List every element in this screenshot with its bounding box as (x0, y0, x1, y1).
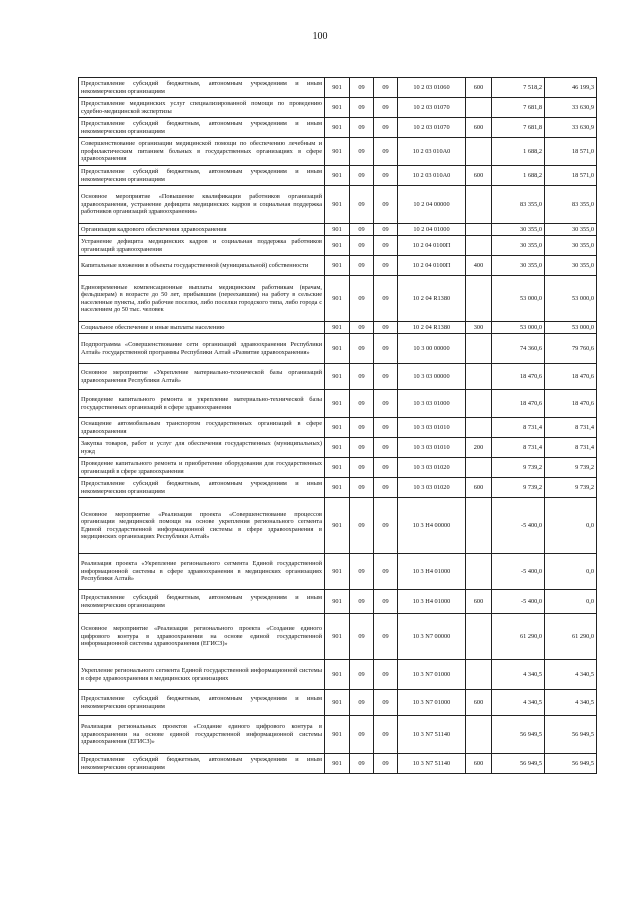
row-expense-type-cell: 600 (466, 166, 492, 186)
row-admin-code-cell: 901 (325, 236, 350, 256)
row-expense-type-cell: 600 (466, 118, 492, 138)
row-amount-2-cell: 18 470,6 (545, 364, 597, 390)
row-expense-type-cell (466, 716, 492, 754)
row-name-cell: Реализация региональных проектов «Создание единого цифрового контура в здравоохранении на основе единой государственной информационной системы здравоохранения (ЕГИСЗ)» (79, 716, 325, 754)
row-section-cell: 09 (350, 690, 374, 716)
row-admin-code-cell: 901 (325, 118, 350, 138)
row-amount-2-cell: 56 949,5 (545, 716, 597, 754)
table-row (79, 334, 597, 364)
table-row (79, 78, 597, 98)
row-section-cell: 09 (350, 138, 374, 166)
row-subsection-cell: 09 (374, 186, 398, 224)
row-name-cell: Предоставление субсидий бюджетным, автономным учреждениям и иным некоммерческим организациям (79, 78, 325, 98)
budget-table-body (79, 78, 597, 774)
row-subsection-cell: 09 (374, 236, 398, 256)
row-name-cell: Проведение капитального ремонта и укрепление материально-технической базы государственных организаций в сфере здравоохранения (79, 390, 325, 418)
row-expense-type-cell (466, 614, 492, 660)
row-target-article-cell: 10 2 03 010А0 (398, 166, 466, 186)
row-admin-code-cell: 901 (325, 256, 350, 276)
row-amount-2-cell: 53 000,0 (545, 276, 597, 322)
row-expense-type-cell (466, 276, 492, 322)
row-name-cell: Основное мероприятие «Реализация проекта «Совершенствование процессов организации медицинской помощи на основе укрепления регионального сегмента Единой государственной информационной системы в сфере здравоохранения в медицинских организациях Республики Алтай» (79, 498, 325, 554)
row-target-article-cell: 10 3 Н4 00000 (398, 498, 466, 554)
row-section-cell: 09 (350, 754, 374, 774)
row-amount-1-cell: 83 355,0 (492, 186, 545, 224)
row-amount-2-cell: 8 731,4 (545, 438, 597, 458)
row-expense-type-cell (466, 390, 492, 418)
row-name-cell: Реализация проекта «Укрепление регионального сегмента Единой государственной информационной системы в сфере здравоохранения в медицинских организациях Республики Алтай» (79, 554, 325, 590)
row-section-cell: 09 (350, 478, 374, 498)
row-expense-type-cell (466, 334, 492, 364)
row-subsection-cell: 09 (374, 754, 398, 774)
row-admin-code-cell: 901 (325, 390, 350, 418)
row-name-cell: Укрепление регионального сегмента Единой государственной информационной системы в сфере здравоохранения в медицинских организациях (79, 660, 325, 690)
row-subsection-cell: 09 (374, 276, 398, 322)
row-section-cell: 09 (350, 236, 374, 256)
row-target-article-cell: 10 2 04 0100П (398, 236, 466, 256)
row-section-cell: 09 (350, 660, 374, 690)
row-amount-1-cell: 1 688,2 (492, 166, 545, 186)
row-section-cell: 09 (350, 590, 374, 614)
row-subsection-cell: 09 (374, 716, 398, 754)
row-amount-2-cell: 46 199,3 (545, 78, 597, 98)
page-number: 100 (312, 31, 328, 42)
row-amount-2-cell: 79 760,6 (545, 334, 597, 364)
row-expense-type-cell (466, 364, 492, 390)
row-section-cell: 09 (350, 334, 374, 364)
row-section-cell: 09 (350, 716, 374, 754)
row-target-article-cell: 10 2 04 01000 (398, 224, 466, 236)
row-target-article-cell: 10 3 N7 01000 (398, 690, 466, 716)
row-expense-type-cell: 600 (466, 690, 492, 716)
row-name-cell: Подпрограмма «Совершенствование сети организаций здравоохранения Республики Алтай» государственной программы Республики Алтай «Развитие здравоохранения» (79, 334, 325, 364)
row-amount-1-cell: 9 739,2 (492, 478, 545, 498)
row-amount-1-cell: 30 355,0 (492, 256, 545, 276)
table-row (79, 276, 597, 322)
row-admin-code-cell: 901 (325, 754, 350, 774)
row-name-cell: Устранение дефицита медицинских кадров и социальная поддержка работников организаций здравоохранения (79, 236, 325, 256)
table-row (79, 364, 597, 390)
row-amount-2-cell: 61 290,0 (545, 614, 597, 660)
row-target-article-cell: 10 3 N7 51140 (398, 716, 466, 754)
row-name-cell: Предоставление медицинских услуг специализированной помощи по проведению судебно-медицинской экспертизы (79, 98, 325, 118)
table-row (79, 224, 597, 236)
table-row (79, 458, 597, 478)
row-expense-type-cell (466, 498, 492, 554)
row-expense-type-cell (466, 458, 492, 478)
row-admin-code-cell: 901 (325, 224, 350, 236)
row-amount-1-cell: -5 400,0 (492, 554, 545, 590)
row-section-cell: 09 (350, 78, 374, 98)
row-amount-2-cell: 18 470,6 (545, 390, 597, 418)
row-admin-code-cell: 901 (325, 322, 350, 334)
table-row (79, 660, 597, 690)
row-target-article-cell: 10 3 N7 51140 (398, 754, 466, 774)
table-row (79, 590, 597, 614)
row-amount-2-cell: 4 340,5 (545, 660, 597, 690)
table-row (79, 716, 597, 754)
row-amount-2-cell: 4 340,5 (545, 690, 597, 716)
row-name-cell: Предоставление субсидий бюджетным, автономным учреждениям и иным некоммерческим организациям (79, 118, 325, 138)
row-amount-2-cell: 18 571,0 (545, 166, 597, 186)
row-expense-type-cell (466, 224, 492, 236)
row-section-cell: 09 (350, 390, 374, 418)
row-admin-code-cell: 901 (325, 334, 350, 364)
row-subsection-cell: 09 (374, 590, 398, 614)
row-expense-type-cell (466, 418, 492, 438)
table-row (79, 390, 597, 418)
row-admin-code-cell: 901 (325, 690, 350, 716)
row-amount-2-cell: 30 355,0 (545, 224, 597, 236)
row-section-cell: 09 (350, 186, 374, 224)
row-target-article-cell: 10 3 Н4 01000 (398, 590, 466, 614)
row-admin-code-cell: 901 (325, 78, 350, 98)
row-subsection-cell: 09 (374, 614, 398, 660)
row-amount-2-cell: 0,0 (545, 554, 597, 590)
row-admin-code-cell: 901 (325, 438, 350, 458)
row-section-cell: 09 (350, 118, 374, 138)
table-row (79, 478, 597, 498)
row-target-article-cell: 10 3 03 01010 (398, 438, 466, 458)
row-name-cell: Основное мероприятие «Укрепление материально-технической базы организаций здравоохранения Республики Алтай» (79, 364, 325, 390)
row-expense-type-cell: 600 (466, 478, 492, 498)
row-section-cell: 09 (350, 554, 374, 590)
row-admin-code-cell: 901 (325, 186, 350, 224)
row-amount-2-cell: 30 355,0 (545, 256, 597, 276)
row-name-cell: Совершенствование организации медицинской помощи по обеспечению лечебным и профилактическим питанием больных в государственных организациях в сфере здравоохранения (79, 138, 325, 166)
table-row (79, 236, 597, 256)
row-amount-2-cell: 53 000,0 (545, 322, 597, 334)
row-section-cell: 09 (350, 498, 374, 554)
row-subsection-cell: 09 (374, 138, 398, 166)
row-subsection-cell: 09 (374, 98, 398, 118)
row-amount-2-cell: 33 630,9 (545, 98, 597, 118)
row-name-cell: Основное мероприятие «Реализация регионального проекта «Создание единого цифрового контура в здравоохранении на основе единой государственной информационной системы здравоохранения (ЕГИСЗ)» (79, 614, 325, 660)
row-name-cell: Предоставление субсидий бюджетным, автономным учреждениям и иным некоммерческим организациям (79, 166, 325, 186)
row-amount-2-cell: 8 731,4 (545, 418, 597, 438)
row-subsection-cell: 09 (374, 224, 398, 236)
row-subsection-cell: 09 (374, 478, 398, 498)
row-subsection-cell: 09 (374, 498, 398, 554)
row-amount-2-cell: 30 355,0 (545, 236, 597, 256)
row-name-cell: Закупка товаров, работ и услуг для обеспечения государственных (муниципальных) нужд (79, 438, 325, 458)
row-expense-type-cell: 400 (466, 256, 492, 276)
table-row (79, 690, 597, 716)
row-amount-2-cell: 0,0 (545, 498, 597, 554)
row-amount-1-cell: 18 470,6 (492, 364, 545, 390)
row-subsection-cell: 09 (374, 390, 398, 418)
row-target-article-cell: 10 3 00 00000 (398, 334, 466, 364)
row-name-cell: Социальное обеспечение и иные выплаты населению (79, 322, 325, 334)
row-amount-1-cell: 8 731,4 (492, 438, 545, 458)
table-row (79, 322, 597, 334)
table-row (79, 166, 597, 186)
row-section-cell: 09 (350, 614, 374, 660)
row-target-article-cell: 10 2 03 01070 (398, 118, 466, 138)
table-row (79, 614, 597, 660)
row-amount-1-cell: 7 518,2 (492, 78, 545, 98)
row-target-article-cell: 10 3 03 01020 (398, 478, 466, 498)
row-subsection-cell: 09 (374, 78, 398, 98)
row-amount-2-cell: 9 739,2 (545, 458, 597, 478)
row-admin-code-cell: 901 (325, 418, 350, 438)
row-name-cell: Оснащение автомобильным транспортом государственных организаций в сфере здравоохранения (79, 418, 325, 438)
row-target-article-cell: 10 2 04 00000 (398, 186, 466, 224)
table-row (79, 98, 597, 118)
row-amount-2-cell: 83 355,0 (545, 186, 597, 224)
row-expense-type-cell (466, 186, 492, 224)
row-section-cell: 09 (350, 364, 374, 390)
row-subsection-cell: 09 (374, 458, 398, 478)
row-section-cell: 09 (350, 98, 374, 118)
row-amount-1-cell: 8 731,4 (492, 418, 545, 438)
row-amount-1-cell: 53 000,0 (492, 322, 545, 334)
budget-table (78, 77, 597, 774)
row-amount-2-cell: 18 571,0 (545, 138, 597, 166)
row-target-article-cell: 10 3 03 00000 (398, 364, 466, 390)
row-amount-1-cell: 56 949,5 (492, 754, 545, 774)
row-subsection-cell: 09 (374, 322, 398, 334)
row-amount-2-cell: 56 949,5 (545, 754, 597, 774)
table-row (79, 256, 597, 276)
row-target-article-cell: 10 2 04 0100П (398, 256, 466, 276)
row-expense-type-cell: 600 (466, 78, 492, 98)
row-amount-1-cell: 56 949,5 (492, 716, 545, 754)
row-subsection-cell: 09 (374, 118, 398, 138)
row-name-cell: Предоставление субсидий бюджетным, автономным учреждениям и иным некоммерческим организациям (79, 590, 325, 614)
row-expense-type-cell (466, 554, 492, 590)
row-amount-1-cell: 7 681,8 (492, 118, 545, 138)
row-amount-1-cell: 18 470,6 (492, 390, 545, 418)
row-amount-1-cell: 61 290,0 (492, 614, 545, 660)
row-subsection-cell: 09 (374, 438, 398, 458)
row-amount-2-cell: 33 630,9 (545, 118, 597, 138)
row-subsection-cell: 09 (374, 166, 398, 186)
table-row (79, 554, 597, 590)
row-admin-code-cell: 901 (325, 166, 350, 186)
row-section-cell: 09 (350, 438, 374, 458)
row-amount-1-cell: -5 400,0 (492, 590, 545, 614)
row-section-cell: 09 (350, 276, 374, 322)
row-name-cell: Предоставление субсидий бюджетным, автономным учреждениям и иным некоммерческим организациям (79, 690, 325, 716)
row-target-article-cell: 10 3 N7 01000 (398, 660, 466, 690)
row-section-cell: 09 (350, 224, 374, 236)
table-row (79, 754, 597, 774)
row-name-cell: Организация кадрового обеспечения здравоохранения (79, 224, 325, 236)
row-amount-1-cell: 30 355,0 (492, 224, 545, 236)
row-admin-code-cell: 901 (325, 554, 350, 590)
row-section-cell: 09 (350, 418, 374, 438)
table-row (79, 418, 597, 438)
row-admin-code-cell: 901 (325, 458, 350, 478)
row-expense-type-cell (466, 138, 492, 166)
row-expense-type-cell: 300 (466, 322, 492, 334)
row-subsection-cell: 09 (374, 660, 398, 690)
row-name-cell: Предоставление субсидий бюджетным, автономным учреждениям и иным некоммерческим организациям (79, 478, 325, 498)
table-row (79, 498, 597, 554)
table-row (79, 138, 597, 166)
row-admin-code-cell: 901 (325, 478, 350, 498)
row-target-article-cell: 10 3 03 01010 (398, 418, 466, 438)
row-admin-code-cell: 901 (325, 364, 350, 390)
row-target-article-cell: 10 2 03 01070 (398, 98, 466, 118)
row-target-article-cell: 10 3 03 01000 (398, 390, 466, 418)
row-expense-type-cell (466, 660, 492, 690)
row-name-cell: Проведение капитального ремонта и приобретение оборудования для государственных организаций в сфере здравоохранения (79, 458, 325, 478)
row-amount-1-cell: 53 000,0 (492, 276, 545, 322)
row-section-cell: 09 (350, 166, 374, 186)
row-amount-1-cell: 7 681,8 (492, 98, 545, 118)
row-admin-code-cell: 901 (325, 98, 350, 118)
row-target-article-cell: 10 3 Н4 01000 (398, 554, 466, 590)
row-amount-2-cell: 0,0 (545, 590, 597, 614)
row-expense-type-cell (466, 98, 492, 118)
row-admin-code-cell: 901 (325, 660, 350, 690)
row-expense-type-cell: 600 (466, 754, 492, 774)
row-target-article-cell: 10 2 04 R1380 (398, 322, 466, 334)
row-admin-code-cell: 901 (325, 590, 350, 614)
row-amount-1-cell: 74 360,6 (492, 334, 545, 364)
row-admin-code-cell: 901 (325, 614, 350, 660)
row-name-cell: Основное мероприятие «Повышение квалификации работников организаций здравоохранения, устранение дефицита медицинских кадров и социальная поддержка работников организаций здравоохранения» (79, 186, 325, 224)
row-section-cell: 09 (350, 322, 374, 334)
table-row (79, 186, 597, 224)
row-target-article-cell: 10 2 04 R1380 (398, 276, 466, 322)
table-row (79, 438, 597, 458)
row-amount-1-cell: 4 340,5 (492, 660, 545, 690)
row-subsection-cell: 09 (374, 364, 398, 390)
row-amount-2-cell: 9 739,2 (545, 478, 597, 498)
row-name-cell: Предоставление субсидий бюджетным, автономным учреждениям и иным некоммерческим организациям (79, 754, 325, 774)
row-target-article-cell: 10 2 03 01060 (398, 78, 466, 98)
row-subsection-cell: 09 (374, 690, 398, 716)
row-admin-code-cell: 901 (325, 498, 350, 554)
row-subsection-cell: 09 (374, 256, 398, 276)
row-admin-code-cell: 901 (325, 138, 350, 166)
row-target-article-cell: 10 3 N7 00000 (398, 614, 466, 660)
row-amount-1-cell: 1 688,2 (492, 138, 545, 166)
row-amount-1-cell: 30 355,0 (492, 236, 545, 256)
row-subsection-cell: 09 (374, 334, 398, 364)
row-section-cell: 09 (350, 458, 374, 478)
row-section-cell: 09 (350, 256, 374, 276)
row-subsection-cell: 09 (374, 418, 398, 438)
row-amount-1-cell: -5 400,0 (492, 498, 545, 554)
row-amount-1-cell: 9 739,2 (492, 458, 545, 478)
row-target-article-cell: 10 3 03 01020 (398, 458, 466, 478)
table-row (79, 118, 597, 138)
row-name-cell: Единовременные компенсационные выплаты медицинским работникам (врачам, фельдшерам) в возрасте до 50 лет, прибывшим (переехавшим) на работу в сельские населенные пункты, либо рабочие поселки, либо поселки городского типа, либо города с населением до 50 тыс. человек (79, 276, 325, 322)
row-name-cell: Капитальные вложения в объекты государственной (муниципальной) собственности (79, 256, 325, 276)
row-expense-type-cell (466, 236, 492, 256)
row-expense-type-cell: 600 (466, 590, 492, 614)
row-amount-1-cell: 4 340,5 (492, 690, 545, 716)
row-admin-code-cell: 901 (325, 276, 350, 322)
row-expense-type-cell: 200 (466, 438, 492, 458)
row-subsection-cell: 09 (374, 554, 398, 590)
row-admin-code-cell: 901 (325, 716, 350, 754)
row-target-article-cell: 10 2 03 010А0 (398, 138, 466, 166)
